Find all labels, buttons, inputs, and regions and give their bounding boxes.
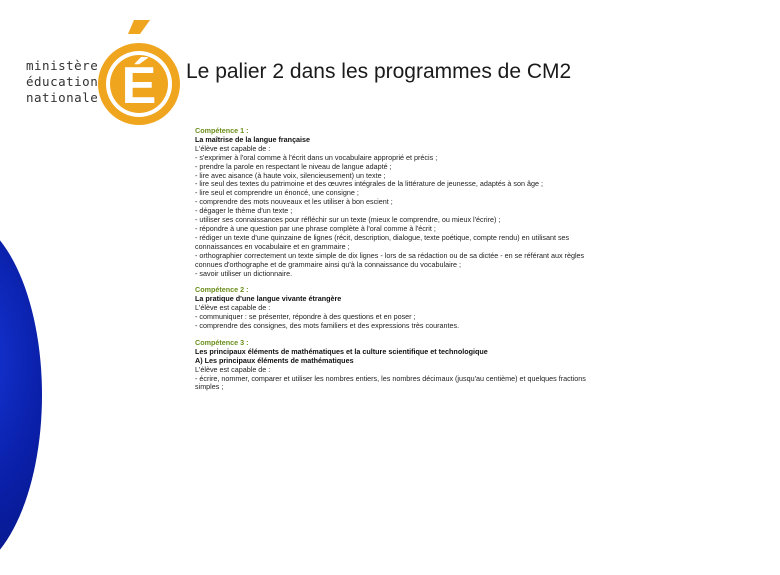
- logo-word-nationale: nationale: [26, 90, 99, 105]
- logo-word-ministere: ministère: [26, 58, 99, 73]
- list-item: - utiliser ses connaissances pour réfléchir sur un texte (mieux le comprendre, ou mieux l'écrire) ;: [195, 215, 501, 225]
- competence-section-3: [195, 339, 587, 392]
- program-document-image: [195, 127, 587, 400]
- e-accent-emblem-icon: [94, 18, 184, 130]
- list-item: - lire seul et comprendre un énoncé, une consigne ;: [195, 188, 359, 198]
- list-item: - s'exprimer à l'oral comme à l'écrit dans un vocabulaire approprié et précis ;: [195, 152, 438, 162]
- competence-section-2: [195, 286, 587, 331]
- competence-section-1: [195, 127, 587, 278]
- emblem-letter: É: [121, 57, 157, 115]
- list-item: - comprendre des mots nouveaux et les utiliser à bon escient ;: [195, 197, 393, 207]
- list-item: - comprendre des consignes, des mots familiers et des expressions très courantes.: [195, 321, 460, 331]
- competence-label: Compétence 1 :: [195, 126, 249, 135]
- list-item: - lire avec aisance (à haute voix, silencieusement) un texte ;: [195, 170, 386, 180]
- slide-title: Le palier 2 dans les programmes de CM2: [186, 60, 572, 83]
- list-item: - lire seul des textes du patrimoine et des œuvres intégrales de la littérature de jeunesse, adaptés à son âge ;: [195, 179, 543, 189]
- competence-title: Les principaux éléments de mathématiques et la culture scientifique et technologique: [195, 346, 488, 356]
- list-item: - orthographier correctement un texte simple de dix lignes - lors de sa rédaction ou de sa dictée - en se référant aux règles connues d'orthographe et de grammaire ainsi qu'à la connaissance du vocabulaire ;: [195, 250, 585, 269]
- logo-word-education: éducation: [26, 74, 99, 89]
- blue-side-decoration: [0, 215, 42, 575]
- competence-title: La pratique d'une langue vivante étrangère: [195, 294, 342, 304]
- list-item: - savoir utiliser un dictionnaire.: [195, 268, 293, 278]
- list-item: - écrire, nommer, comparer et utiliser les nombres entiers, les nombres décimaux (jusqu'au centième) et quelques fractions simples ;: [195, 373, 586, 392]
- competence-subtitle: A) Les principaux éléments de mathématiques: [195, 355, 354, 365]
- list-item: - prendre la parole en respectant le niveau de langue adapté ;: [195, 161, 392, 171]
- list-item: - rédiger un texte d'une quinzaine de lignes (récit, description, dialogue, texte poétique, compte rendu) en utilisant ses connaissances en vocabulaire et en grammaire ;: [195, 232, 570, 251]
- competence-intro: L'élève est capable de :: [195, 364, 271, 374]
- list-item: - dégager le thème d'un texte ;: [195, 206, 293, 216]
- logo-wordmark: [26, 58, 100, 106]
- list-item: - communiquer : se présenter, répondre à des questions et en poser ;: [195, 312, 416, 322]
- competence-label: Compétence 2 :: [195, 285, 249, 295]
- competence-intro: L'élève est capable de :: [195, 143, 271, 153]
- competence-title: La maîtrise de la langue française: [195, 134, 311, 144]
- competence-label: Compétence 3 :: [195, 337, 249, 347]
- list-item: - répondre à une question par une phrase complète à l'oral comme à l'écrit ;: [195, 223, 436, 233]
- ministere-education-logo: [26, 18, 176, 130]
- competence-intro: L'élève est capable de :: [195, 303, 271, 313]
